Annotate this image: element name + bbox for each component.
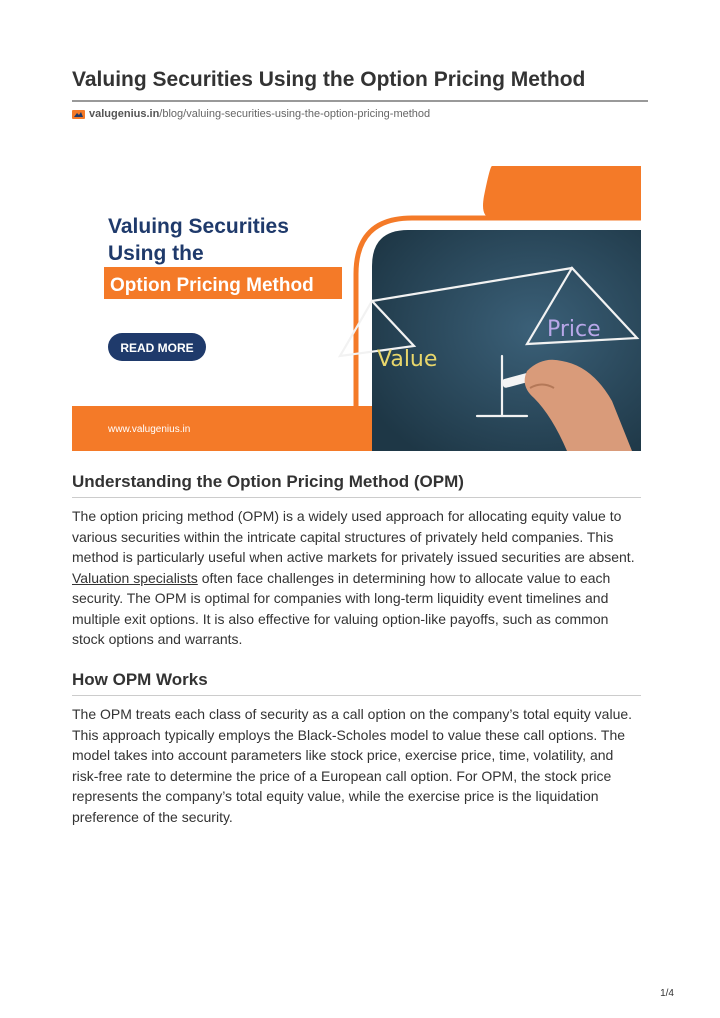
hero-heading-line2: Using the bbox=[108, 242, 204, 265]
hero-banner-image bbox=[72, 166, 641, 451]
source-domain-link[interactable]: valugenius.in bbox=[89, 108, 160, 120]
hero-heading-line1: Valuing Securities bbox=[108, 215, 289, 238]
read-more-label: READ MORE bbox=[120, 341, 194, 355]
section-paragraph-understanding bbox=[72, 506, 641, 650]
source-path-link[interactable]: /blog/valuing-securities-using-the-option-pricing-method bbox=[159, 108, 431, 120]
page-title: Valuing Securities Using the Option Pricing Method bbox=[72, 68, 586, 91]
section-heading-understanding: Understanding the Option Pricing Method (OPM) bbox=[72, 472, 464, 491]
section-paragraph-how-opm-works: The OPM treats each class of security as a call option on the company’s total equity value. This approach typically employs the Black-Scholes model to value these call options. The model takes into account parameters like stock price, exercise price, time, volatility, and risk-free rate to determine the price of a European call option. For OPM, the stock price represents the company’s total equity value, while the exercise price is the liquidation preference of the security. bbox=[72, 706, 633, 825]
hero-highlight-text: Option Pricing Method bbox=[110, 275, 314, 296]
site-favicon-icon bbox=[72, 109, 85, 120]
page-number: 1/4 bbox=[660, 988, 674, 999]
paragraph-text-part: The option pricing method (OPM) is a widely used approach for allocating equity value to various securities within the intricate capital structures of privately held companies. This method is particularly useful when active markets for privately issued securities are absent. bbox=[72, 508, 635, 565]
source-line bbox=[72, 108, 430, 120]
chalk-price-label: Price bbox=[547, 317, 601, 342]
section-divider bbox=[72, 497, 641, 498]
chalk-value-label: Value bbox=[377, 347, 438, 372]
section-heading-how-opm-works: How OPM Works bbox=[72, 670, 208, 689]
orange-top-shape bbox=[483, 166, 641, 218]
paragraph-text-part: often face challenges in determining how to allocate value to each security. The OPM is optimal for companies with long-term liquidity event timelines and multiple exit options. It is also effective for valuing option-like payoffs, such as common stock options and warrants. bbox=[72, 569, 611, 647]
section-divider bbox=[72, 695, 641, 696]
hero-footer-url: www.valugenius.in bbox=[108, 424, 191, 435]
title-divider bbox=[72, 100, 648, 102]
valuation-specialists-link[interactable]: Valuation specialists bbox=[72, 569, 198, 586]
